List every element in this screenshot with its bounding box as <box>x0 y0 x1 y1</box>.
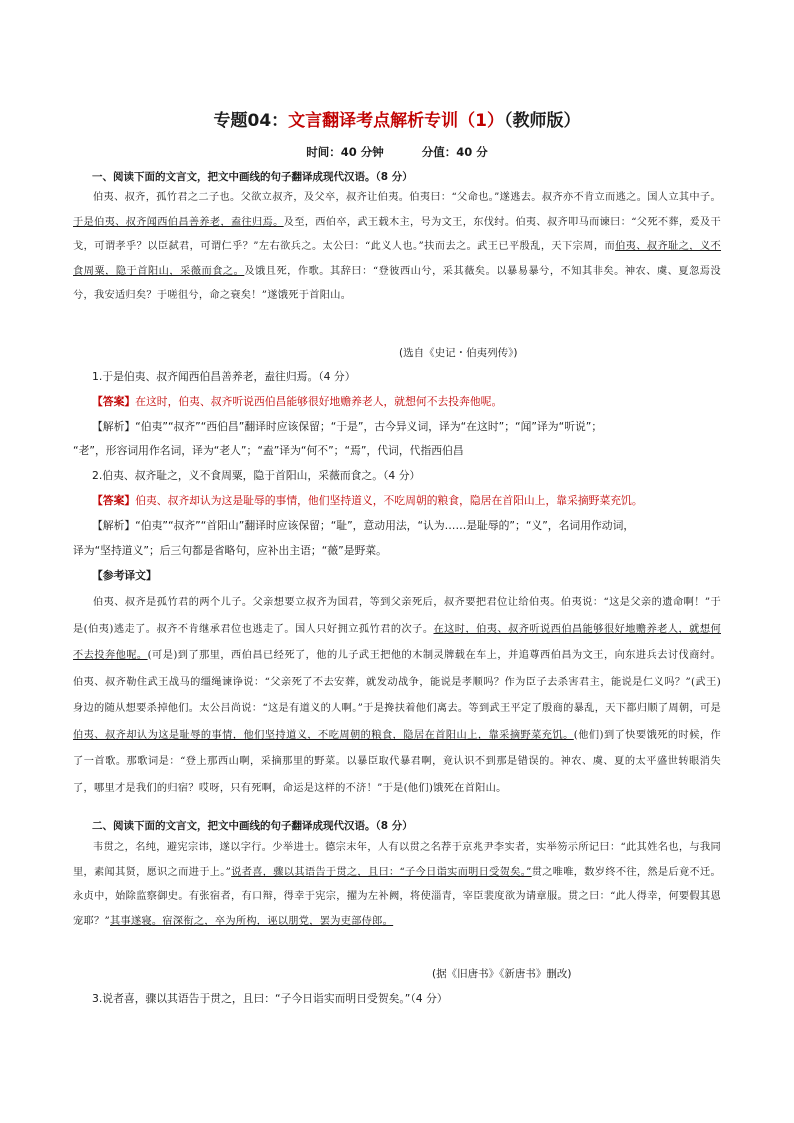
source-citation: (选自《史记・伯夷列传》) <box>399 347 518 359</box>
passage-text: 及至，西伯卒，武王载木主，号为文王，东伐纣。伯夷、叔齐叩马而谏曰：“父死不葬，爰及干戈，可谓孝乎？以臣弑君，可谓仁乎？”左右欲兵之。太公曰：“此义人也。”扶而去之。武王已平殷乱，天下宗周，而 <box>73 216 721 252</box>
section2-heading: 二、阅读下面的文言文，把文中画线的句子翻译成现代汉语。（8 分） <box>92 820 413 832</box>
title-prefix: 专题04： <box>213 111 289 131</box>
answer-text: 伯夷、叔齐却认为这是耻辱的事情，他们坚持道义，不吃周朝的粮食，隐居在首阳山上，靠采摘野菜充饥。 <box>135 494 643 507</box>
reference-heading: 【参考译文】 <box>92 569 157 582</box>
reference-passage <box>73 590 721 802</box>
underlined-sentence: 说者喜，骤以其语告于贯之，且曰：“子今日诣实而明日受贺矣。” <box>231 866 532 878</box>
analysis-1-line1: 【解析】“伯夷”“叔齐”“西伯昌”翻译时应该保留；“于是”，古今异义词，译为“在这时”；“闻”译为“听说”； <box>92 420 603 433</box>
question-2: 2.伯夷、叔齐耻之，义不食周粟，隐于首阳山，采薇而食之。（4 分） <box>92 469 421 482</box>
passage-text: 贯之唯唯，数岁终不往，然是后竟不迁。永贞中，始除监察御史。有张宿者，有口辩，得幸于宪宗，擢为左补阙，将使淄青，宰臣裴度欲为请章服。贯之曰：“此人得幸，何要假其恩宠耶？” <box>73 866 721 927</box>
title-main: 文言翻译考点解析专训（1） <box>288 111 504 131</box>
answer-text: 在这时，伯夷、叔齐听说西伯昌能够很好地赡养老人，就想何不去投奔他呢。 <box>135 395 503 408</box>
passage-text: (可是)到了那里，西伯昌已经死了，他的儿子武王把他的木制灵牌载在车上，并追尊西伯昌为文王，向东进兵去讨伐商纣。伯夷、叔齐勒住武王战马的缰绳谏诤说：“父亲死了不去安葬，就发动战争，能说是孝顺吗？作为臣子去杀害君主，能说是仁义吗？”(武王)身边的随从想要杀掉他们。太公吕尚说：“这是有道义的人啊。”于是搀扶着他们离去。等到武王平定了殷商的暴乱，天下都归顺了周朝，可是 <box>73 650 721 714</box>
underlined-sentence: 在这时，伯夷、叔齐听说西伯昌能够很好地赡养老人，就想何不去投奔他呢。 <box>73 623 721 661</box>
section2-passage <box>73 836 721 934</box>
answer-tag: 【答案】 <box>92 494 136 507</box>
answer-2 <box>92 493 643 508</box>
passage-text: 伯夷、叔齐是孤竹君的两个儿子。父亲想要立叔齐为国君，等到父亲死后，叔齐要把君位让给伯夷。伯夷说：“这是父亲的遗命啊！”于是(伯夷)逃走了。叔齐不肯继承君位也逃走了。国人只好拥立孤竹君的次子。 <box>73 597 721 635</box>
underlined-sentence: 于是伯夷、叔齐闻西伯昌善养老，盍往归焉。 <box>73 216 284 228</box>
section1-heading: 一、阅读下面的文言文，把文中画线的句子翻译成现代汉语。（8 分） <box>92 171 413 183</box>
total-score: 分值：40 分 <box>421 145 488 159</box>
underlined-sentence: 伯夷、叔齐却认为这是耻辱的事情，他们坚持道义，不吃周朝的粮食，隐居在首阳山上，靠采摘野菜充饥。 <box>73 729 574 741</box>
answer-tag: 【答案】 <box>92 395 136 408</box>
question-3: 3.说者喜，骤以其语告于贯之，且曰：“子今日诣实而明日受贺矣。”（4 分） <box>92 992 448 1005</box>
analysis-1-line2: “老”，形容词用作名词，译为“老人”；“盍”译为“何不”；“焉”，代词，代指西伯昌 <box>73 444 464 457</box>
underlined-sentence: 伯夷、叔齐耻之，义不食周粟，隐于首阳山，采薇而食之。 <box>73 241 722 277</box>
title-suffix: （教师版） <box>504 111 581 131</box>
exam-meta <box>0 144 794 160</box>
page-title <box>0 106 794 131</box>
passage-text: 及饿且死，作歌。其辞曰：“登彼西山兮，采其薇矣。以暴易暴兮，不知其非矣。神农、虞、夏忽焉没兮，我安适归矣？于嗟徂兮，命之衰矣！”遂饿死于首阳山。 <box>73 265 721 301</box>
passage-text: (他们)到了快要饿死的时候，作了一首歌。那歌词是：“登上那西山啊，采摘那里的野菜。以暴臣取代暴君啊，竟认识不到那是错误的。神农、虞、夏的太平盛世转眼消失了，哪里才是我们的归宿？哎呀，只有死啊，命运是这样的不济！”于是(他们)饿死在首阳山。 <box>73 729 721 794</box>
answer-1 <box>92 394 502 409</box>
passage-text: 韦贯之，名纯，避宪宗讳，遂以字行。少举进士。德宗末年，人有以贯之名荐于京兆尹李实者，实举笏示所记曰：“此其姓名也，与我同里，素闻其贤，愿识之而进于上。” <box>73 842 721 878</box>
source-citation-2: (据《旧唐书》《新唐书》删改) <box>432 968 572 980</box>
section1-passage <box>73 186 721 309</box>
analysis-2-line2: 译为“坚持道义”；后三句都是省略句，应补出主语；“薇”是野菜。 <box>73 544 387 557</box>
question-1: 1.于是伯夷、叔齐闻西伯昌善养老，盍往归焉。（4 分） <box>92 370 356 383</box>
passage-text: 伯夷、叔齐，孤竹君之二子也。父欲立叔齐，及父卒，叔齐让伯夷。伯夷曰：“父命也。”遂逃去。叔齐亦不肯立而逃之。国人立其中子。 <box>93 192 721 203</box>
analysis-2-line1: 【解析】“伯夷”“叔齐”“首阳山”翻译时应该保留；“耻”，意动用法，“认为……是耻辱的”；“义”，名词用作动词， <box>92 519 635 532</box>
time-limit: 时间：40 分钟 <box>306 145 384 159</box>
underlined-sentence: 其事遂寝。宿深衔之，卒为所构，诬以朋党，罢为吏部侍郎。 <box>109 915 394 927</box>
